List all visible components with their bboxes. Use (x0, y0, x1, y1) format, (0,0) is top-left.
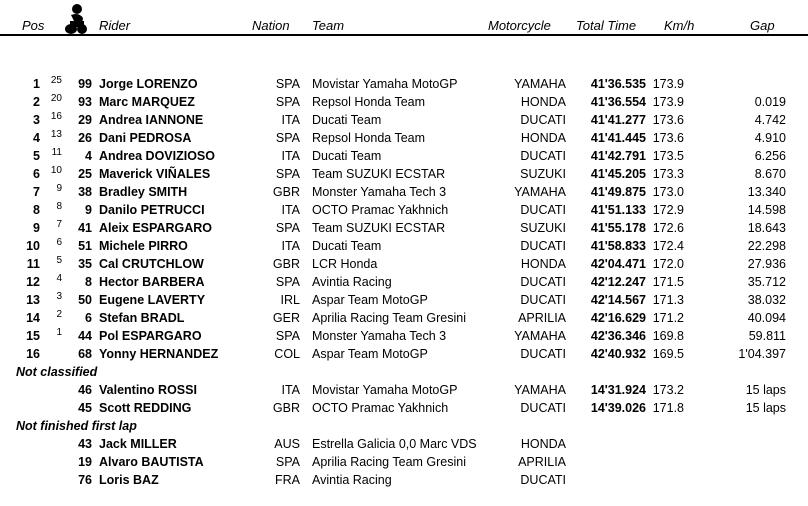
result-row (0, 328, 808, 346)
cell-pos: 7 (33, 185, 40, 199)
cell-nation: SPA (275, 95, 300, 109)
cell-pts: 25 (50, 75, 62, 86)
cell-time: 41'45.205 (590, 167, 646, 181)
cell-pts: 3 (56, 291, 62, 302)
cell-kmh: 173.3 (652, 167, 684, 181)
cell-pos: 5 (33, 149, 40, 163)
result-row (0, 94, 808, 112)
cell-kmh: 171.2 (652, 311, 684, 325)
cell-moto: DUCATI (520, 113, 566, 127)
cell-moto: HONDA (520, 95, 566, 109)
result-row (0, 454, 808, 472)
cell-pos: 10 (26, 239, 40, 253)
cell-nation: ITA (281, 149, 300, 163)
cell-num: 68 (78, 347, 92, 361)
cell-time: 41'49.875 (590, 185, 646, 199)
cell-num: 26 (78, 131, 92, 145)
cell-pos: 12 (26, 275, 40, 289)
cell-nation: SPA (275, 455, 300, 469)
cell-pts: 13 (50, 129, 62, 140)
result-row (0, 238, 808, 256)
cell-rider: Cal CRUTCHLOW (99, 257, 204, 271)
header-motorcycle: Motorcycle (488, 18, 551, 33)
cell-pts: 2 (56, 309, 62, 320)
cell-nation: SPA (275, 167, 300, 181)
cell-time: 41'36.535 (590, 77, 646, 91)
cell-kmh: 173.0 (652, 185, 684, 199)
cell-rider: Andrea DOVIZIOSO (99, 149, 215, 163)
result-row (0, 256, 808, 274)
cell-kmh: 171.5 (652, 275, 684, 289)
cell-pts: 4 (56, 273, 62, 284)
cell-gap: 18.643 (747, 221, 786, 235)
cell-rider: Bradley SMITH (99, 185, 188, 199)
cell-team: Movistar Yamaha MotoGP (312, 383, 458, 397)
cell-rider: Marc MARQUEZ (99, 95, 195, 109)
results-header (0, 0, 808, 36)
result-row (0, 274, 808, 292)
cell-num: 93 (78, 95, 92, 109)
cell-nation: IRL (280, 293, 300, 307)
cell-num: 43 (78, 437, 92, 451)
cell-pts: 6 (56, 237, 62, 248)
cell-num: 44 (78, 329, 92, 343)
cell-pos: 9 (33, 221, 40, 235)
cell-rider: Stefan BRADL (99, 311, 185, 325)
cell-moto: YAMAHA (514, 383, 566, 397)
header-pos: Pos (22, 18, 45, 33)
cell-moto: APRILIA (518, 455, 566, 469)
cell-gap: 14.598 (747, 203, 786, 217)
result-row (0, 472, 808, 490)
cell-team: Team SUZUKI ECSTAR (312, 167, 446, 181)
cell-moto: APRILIA (518, 311, 566, 325)
cell-moto: DUCATI (520, 473, 566, 487)
cell-team: Avintia Racing (312, 275, 392, 289)
section-title: Not classified (16, 365, 98, 379)
header-rider: Rider (99, 18, 131, 33)
cell-gap: 15 laps (745, 401, 786, 415)
cell-gap: 4.742 (754, 113, 786, 127)
result-row (0, 220, 808, 238)
motorcycle-rider-icon (62, 4, 90, 34)
cell-rider: Hector BARBERA (99, 275, 205, 289)
cell-nation: SPA (275, 131, 300, 145)
cell-num: 76 (78, 473, 92, 487)
cell-rider: Valentino ROSSI (99, 383, 197, 397)
cell-moto: HONDA (520, 131, 566, 145)
cell-pos: 14 (26, 311, 40, 325)
result-row (0, 382, 808, 400)
cell-nation: SPA (275, 329, 300, 343)
cell-pos: 13 (26, 293, 40, 307)
cell-rider: Loris BAZ (99, 473, 159, 487)
cell-num: 25 (78, 167, 92, 181)
result-row (0, 310, 808, 328)
cell-nation: ITA (281, 383, 300, 397)
cell-time: 41'42.791 (590, 149, 646, 163)
result-row (0, 346, 808, 364)
cell-nation: GER (272, 311, 300, 325)
cell-team: Aspar Team MotoGP (312, 293, 428, 307)
header-gap: Gap (750, 18, 775, 33)
result-row (0, 400, 808, 418)
cell-gap: 8.670 (754, 167, 786, 181)
cell-team: Repsol Honda Team (312, 131, 426, 145)
cell-time: 41'36.554 (590, 95, 646, 109)
result-row (0, 148, 808, 166)
cell-nation: ITA (281, 203, 300, 217)
result-row (0, 292, 808, 310)
cell-kmh: 172.4 (652, 239, 684, 253)
result-row (0, 184, 808, 202)
cell-moto: YAMAHA (514, 329, 566, 343)
result-row (0, 166, 808, 184)
cell-pos: 3 (33, 113, 40, 127)
cell-gap: 35.712 (747, 275, 786, 289)
cell-team: Movistar Yamaha MotoGP (312, 77, 458, 91)
cell-pts: 10 (50, 165, 62, 176)
cell-nation: GBR (272, 257, 300, 271)
cell-kmh: 173.6 (652, 113, 684, 127)
cell-kmh: 173.5 (652, 149, 684, 163)
cell-moto: DUCATI (520, 347, 566, 361)
cell-moto: SUZUKI (520, 221, 566, 235)
cell-team: Avintia Racing (312, 473, 392, 487)
cell-time: 14'31.924 (590, 383, 646, 397)
cell-pos: 15 (26, 329, 40, 343)
cell-team: Repsol Honda Team (312, 95, 426, 109)
cell-kmh: 169.5 (652, 347, 684, 361)
cell-nation: AUS (274, 437, 300, 451)
header-total-time: Total Time (576, 18, 637, 33)
cell-num: 19 (78, 455, 92, 469)
cell-pts: 16 (50, 111, 62, 122)
cell-kmh: 173.9 (652, 77, 684, 91)
cell-rider: Jack MILLER (99, 437, 177, 451)
cell-moto: DUCATI (520, 401, 566, 415)
cell-moto: YAMAHA (514, 185, 566, 199)
cell-gap: 27.936 (747, 257, 786, 271)
cell-rider: Aleix ESPARGARO (99, 221, 212, 235)
cell-nation: SPA (275, 275, 300, 289)
cell-num: 51 (78, 239, 92, 253)
cell-moto: DUCATI (520, 293, 566, 307)
cell-rider: Scott REDDING (99, 401, 192, 415)
cell-rider: Eugene LAVERTY (99, 293, 206, 307)
cell-moto: SUZUKI (520, 167, 566, 181)
cell-kmh: 171.3 (652, 293, 684, 307)
header-team: Team (312, 18, 345, 33)
cell-pts: 11 (51, 147, 62, 158)
cell-kmh: 172.0 (652, 257, 684, 271)
cell-rider: Yonny HERNANDEZ (99, 347, 219, 361)
result-row (0, 202, 808, 220)
cell-gap: 6.256 (754, 149, 786, 163)
cell-pts: 8 (56, 201, 62, 212)
cell-rider: Andrea IANNONE (99, 113, 204, 127)
cell-time: 41'41.445 (590, 131, 646, 145)
cell-num: 41 (78, 221, 92, 235)
cell-nation: ITA (281, 113, 300, 127)
cell-time: 42'40.932 (590, 347, 646, 361)
cell-gap: 15 laps (745, 383, 786, 397)
cell-pts: 9 (56, 183, 62, 194)
cell-gap: 38.032 (747, 293, 786, 307)
cell-pts: 5 (56, 255, 62, 266)
cell-time: 42'16.629 (590, 311, 646, 325)
cell-time: 41'55.178 (590, 221, 646, 235)
cell-moto: DUCATI (520, 149, 566, 163)
cell-num: 9 (85, 203, 92, 217)
cell-moto: YAMAHA (514, 77, 566, 91)
cell-moto: HONDA (520, 257, 566, 271)
cell-num: 45 (78, 401, 92, 415)
cell-time: 41'51.133 (590, 203, 646, 217)
cell-team: Aspar Team MotoGP (312, 347, 428, 361)
cell-pos: 8 (33, 203, 40, 217)
cell-kmh: 173.6 (652, 131, 684, 145)
cell-kmh: 171.8 (652, 401, 684, 415)
cell-num: 35 (78, 257, 92, 271)
cell-rider: Pol ESPARGARO (99, 329, 202, 343)
cell-team: Aprilia Racing Team Gresini (312, 311, 466, 325)
result-row (0, 112, 808, 130)
cell-num: 8 (85, 275, 92, 289)
cell-gap: 59.811 (748, 329, 786, 343)
cell-pts: 20 (50, 93, 62, 104)
cell-nation: GBR (272, 401, 300, 415)
cell-moto: DUCATI (520, 239, 566, 253)
cell-nation: SPA (275, 77, 300, 91)
cell-nation: SPA (275, 221, 300, 235)
cell-kmh: 173.9 (652, 95, 684, 109)
cell-num: 99 (78, 77, 92, 91)
cell-gap: 22.298 (747, 239, 786, 253)
cell-num: 4 (85, 149, 92, 163)
cell-team: Estrella Galicia 0,0 Marc VDS (312, 437, 477, 451)
cell-gap: 4.910 (754, 131, 786, 145)
cell-time: 42'04.471 (590, 257, 646, 271)
section-title: Not finished first lap (16, 419, 137, 433)
cell-pos: 11 (26, 257, 40, 271)
cell-gap: 13.340 (747, 185, 786, 199)
cell-pos: 6 (33, 167, 40, 181)
cell-num: 6 (85, 311, 92, 325)
cell-time: 42'14.567 (590, 293, 646, 307)
cell-kmh: 173.2 (652, 383, 684, 397)
cell-pos: 4 (33, 131, 40, 145)
cell-pos: 1 (33, 77, 40, 91)
cell-team: OCTO Pramac Yakhnich (312, 203, 449, 217)
cell-kmh: 172.6 (652, 221, 684, 235)
cell-time: 42'12.247 (590, 275, 646, 289)
cell-num: 29 (78, 113, 92, 127)
cell-moto: DUCATI (520, 275, 566, 289)
cell-team: Ducati Team (312, 149, 382, 163)
cell-pts: 1 (56, 327, 62, 338)
cell-rider: Alvaro BAUTISTA (99, 455, 204, 469)
cell-team: Team SUZUKI ECSTAR (312, 221, 446, 235)
cell-time: 42'36.346 (590, 329, 646, 343)
result-row (0, 130, 808, 148)
cell-rider: Michele PIRRO (99, 239, 188, 253)
cell-team: Monster Yamaha Tech 3 (312, 185, 447, 199)
cell-num: 38 (78, 185, 92, 199)
cell-nation: GBR (272, 185, 300, 199)
cell-nation: COL (274, 347, 300, 361)
cell-kmh: 169.8 (652, 329, 684, 343)
cell-time: 41'41.277 (590, 113, 646, 127)
cell-team: Monster Yamaha Tech 3 (312, 329, 447, 343)
cell-rider: Danilo PETRUCCI (99, 203, 205, 217)
cell-kmh: 172.9 (652, 203, 684, 217)
cell-gap: 1'04.397 (738, 347, 786, 361)
cell-pos: 2 (33, 95, 40, 109)
cell-time: 41'58.833 (590, 239, 646, 253)
result-row (0, 436, 808, 454)
cell-moto: DUCATI (520, 203, 566, 217)
cell-rider: Dani PEDROSA (99, 131, 192, 145)
cell-gap: 0.019 (754, 95, 786, 109)
cell-pts: 7 (56, 219, 62, 230)
header-kmh: Km/h (664, 18, 695, 33)
result-row (0, 76, 808, 94)
cell-team: LCR Honda (312, 257, 378, 271)
cell-rider: Jorge LORENZO (99, 77, 198, 91)
cell-team: Aprilia Racing Team Gresini (312, 455, 466, 469)
cell-nation: FRA (275, 473, 300, 487)
cell-team: Ducati Team (312, 239, 382, 253)
cell-moto: HONDA (520, 437, 566, 451)
cell-pos: 16 (26, 347, 40, 361)
cell-nation: ITA (281, 239, 300, 253)
header-nation: Nation (252, 18, 290, 33)
cell-time: 14'39.026 (590, 401, 646, 415)
cell-gap: 40.094 (747, 311, 786, 325)
cell-team: Ducati Team (312, 113, 382, 127)
cell-team: OCTO Pramac Yakhnich (312, 401, 449, 415)
cell-num: 50 (78, 293, 92, 307)
cell-rider: Maverick VIÑALES (99, 167, 211, 181)
cell-num: 46 (78, 383, 92, 397)
